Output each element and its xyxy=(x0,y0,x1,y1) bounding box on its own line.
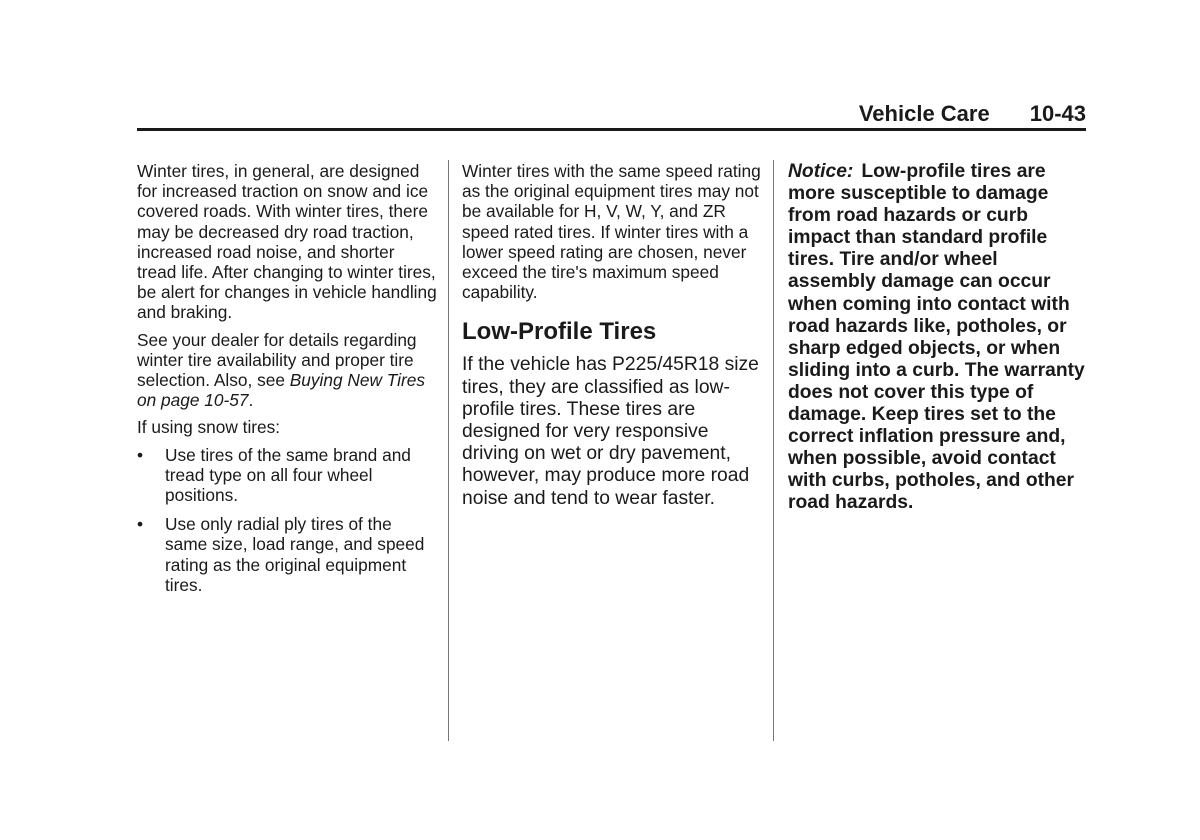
column-3 xyxy=(788,161,1088,515)
buying-new-tires-link[interactable]: Buying New Tires on page 10-57 xyxy=(137,370,426,411)
low-profile-heading: Low-Profile Tires xyxy=(462,318,657,346)
bullet-icon: • xyxy=(137,514,144,535)
bullet-icon: • xyxy=(137,444,144,465)
list-item-text: Use only radial ply tires of the same size, load range, and speed rating as the original equipment tires. xyxy=(165,514,425,595)
notice-block xyxy=(788,161,1088,515)
column-divider-1 xyxy=(448,160,449,741)
column-2 xyxy=(462,161,762,510)
page-header xyxy=(859,101,1086,127)
notice-text: Low-profile tires are more susceptible to damage from road hazards or curb impact than standard profile tires. Tire and/or wheel assembly damage can occur when coming into contact with road hazards like, potholes, or sharp edged objects, or when sliding into a curb. The warranty does not cover this type of damage. Keep tires set to the correct inflation pressure and, when possible, avoid contact with curbs, potholes, and other road hazards. xyxy=(788,161,1085,514)
notice-label: Notice: xyxy=(788,161,854,182)
winter-tires-paragraph: Winter tires, in general, are designed for increased traction on snow and ice covered roads. With winter tires, there may be decreased dry road traction, increased road noise, and shorter tread life. After changing to winter tires, be alert for changes in vehicle handling and braking. xyxy=(137,161,437,323)
list-item xyxy=(137,514,437,595)
header-rule xyxy=(137,128,1086,131)
column-1 xyxy=(137,161,437,604)
speed-rating-paragraph: Winter tires with the same speed rating as the original equipment tires may not be available for H, V, W, Y, and ZR speed rated tires. If winter tires with a lower speed rating are chosen, never exceed the tire's maximum speed capability. xyxy=(462,161,761,303)
list-item xyxy=(137,445,437,506)
dealer-text: See your dealer for details regarding winter tire availability and proper tire selection. Also, see xyxy=(137,329,417,391)
list-item-text: Use tires of the same brand and tread type on all four wheel positions. xyxy=(165,444,411,506)
low-profile-paragraph: If the vehicle has P225/45R18 size tires, they are classified as low-profile tires. These tires are designed for very responsive driving on wet or dry pavement, however, may produce more road noise and tend to wear faster. xyxy=(462,354,759,509)
page-number: 10-43 xyxy=(1029,101,1086,126)
column-divider-2 xyxy=(773,160,774,741)
snow-tires-intro: If using snow tires: xyxy=(137,417,281,438)
section-title: Vehicle Care xyxy=(858,101,990,126)
dealer-paragraph xyxy=(137,330,437,411)
dealer-text-end: . xyxy=(248,390,254,411)
